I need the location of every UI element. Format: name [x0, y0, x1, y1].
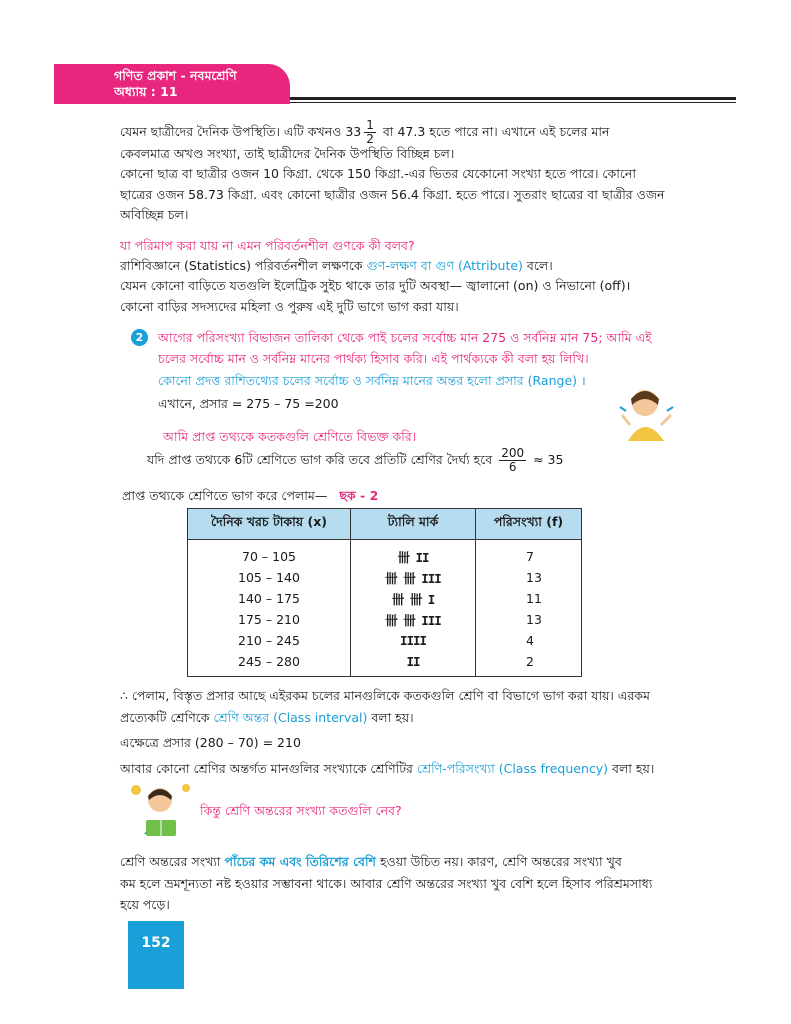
class-length-approx: ≈ 35 — [533, 452, 564, 467]
chapter-label: অধ্যায় : 11 — [114, 84, 178, 99]
book-title: গণিত প্রকাশ - নবমশ্রেণি — [114, 68, 237, 83]
class-range: 140 – 175 — [188, 588, 351, 609]
table-row — [188, 609, 582, 630]
intro-line-5: অবিচ্ছিন্ন চল। — [120, 207, 189, 222]
intro-line-4: ছাত্রের ওজন 58.73 কিগ্রা. এবং কোনো ছাত্রীর ওজন 56.4 কিগ্রা. হতে পারে। সুতরাং ছাত্রের বা ছাত্রীর ওজন — [120, 187, 665, 202]
boy-reading-illustration — [126, 780, 196, 840]
class-length-line — [147, 447, 677, 474]
fraction-length — [499, 447, 526, 474]
tally-mark: 卌 卌 III — [351, 567, 476, 588]
intro-line-1 — [120, 119, 680, 146]
header-tally: ট্যালি মার্ক — [351, 509, 476, 540]
length-denominator: 6 — [508, 460, 517, 474]
table-caption-text: প্রাপ্ত তথ্যকে শ্রেণিতে ভাগ করে পেলাম— — [122, 488, 328, 503]
class-length-text: যদি প্রাপ্ত তথ্যকে 6টি শ্রেণিতে ভাগ করি তবে প্রতিটি শ্রেণির দৈর্ঘ্য হবে — [147, 452, 493, 467]
after-line-3: এক্ষেত্রে প্রসার (280 – 70) = 210 — [120, 735, 301, 750]
table-row — [188, 651, 582, 677]
girl-illustration — [618, 385, 676, 445]
class-range: 210 – 245 — [188, 630, 351, 651]
frequency-table — [187, 508, 582, 677]
attribute-question: যা পরিমাপ করা যায় না এমন পরিবর্তনশীল গুণকে কী বলব? — [120, 238, 415, 253]
fraction-numerator: 1 — [366, 118, 374, 132]
section2-line-2: চলের সর্বোচ্চ মান ও সর্বনিম্ন মানের পার্থক্য হিসাব করি। এই পার্থক্যকে কী বলা হয় লিখি। — [158, 351, 589, 366]
after-line-1: ∴ পেলাম, বিস্তৃত প্রসার আছে এইরকম চলের মানগুলিকে কতকগুলি শ্রেণি বা বিভাগে ভাগ করা যায়। এরকম — [120, 688, 650, 703]
fraction-denominator: 2 — [366, 132, 374, 146]
after-line-4 — [120, 759, 690, 778]
class-range: 70 – 105 — [188, 540, 351, 568]
intro-text-a: যেমন ছাত্রীদের দৈনিক উপস্থিতি। এটি কখনও 33 — [120, 124, 362, 139]
range-calculation: এখানে, প্রসার = 275 – 75 =200 — [158, 396, 339, 411]
header-rule-thin — [290, 102, 736, 103]
tally-mark: 卌 卌 I — [351, 588, 476, 609]
table-header-row — [188, 509, 582, 540]
table-row — [188, 630, 582, 651]
tally-mark: 卌 卌 III — [351, 609, 476, 630]
final-line-3: হয়ে পড়ে। — [120, 897, 170, 912]
class-range: 245 – 280 — [188, 651, 351, 677]
frequency-value: 11 — [476, 588, 582, 609]
frequency-value: 13 — [476, 609, 582, 630]
section-number-badge: 2 — [131, 329, 148, 346]
header-frequency: পরিসংখ্যা (f) — [476, 509, 582, 540]
frequency-value: 7 — [476, 540, 582, 568]
fraction-half — [364, 119, 376, 146]
class-interval-term: শ্রেণি অন্তর (Class interval) — [213, 710, 368, 725]
table-row — [188, 540, 582, 568]
section2-line-1: আগের পরিসংখ্যা বিভাজন তালিকা থেকে পাই চলের সর্বোচ্চ মান 275 ও সর্বনিম্ন মান 75; আমি এই — [158, 330, 652, 345]
intro-line-2: কেবলমাত্র অখণ্ড সংখ্যা, তাই ছাত্রীদের দৈনিক উপস্থিতি বিচ্ছিন্ন চল। — [120, 146, 455, 161]
tally-mark: IIII — [351, 630, 476, 651]
after-text-b: বলা হয়। — [371, 710, 414, 725]
table-label: ছক - 2 — [339, 488, 379, 503]
intro-line-3: কোনো ছাত্র বা ছাত্রীর ওজন 10 কিগ্রা. থেকে 150 কিগ্রা.-এর ভিতর যেকোনো সংখ্যা হতে পারে। কোনো — [120, 166, 636, 181]
table-row — [188, 588, 582, 609]
header-expense: দৈনিক খরচ টাকায় (x) — [188, 509, 351, 540]
final-line-2: কম হলে ভ্রমশূন্যতা নষ্ট হওয়ার সম্ভাবনা থাকে। আবার শ্রেণি অন্তরের সংখ্যা খুব বেশি হলে হিসাব পরিশ্রমসাধ্য — [120, 876, 653, 891]
after-text-d: বলা হয়। — [612, 761, 655, 776]
after-line-2 — [120, 708, 680, 727]
attribute-line-3: কোনো বাড়ির সদস্যদের মহিলা ও পুরুষ এই দুটি ভাগে ভাগ করা যায়। — [120, 299, 459, 314]
page-number: 152 — [128, 921, 184, 989]
attribute-term: গুণ-লক্ষণ বা গুণ (Attribute) — [366, 258, 523, 273]
table-row — [188, 567, 582, 588]
range-definition: কোনো প্রদত্ত রাশিতথ্যের চলের সর্বোচ্চ ও সর্বনিম্ন মানের অন্তর হলো প্রসার (Range) । — [158, 373, 586, 388]
attribute-line-2: যেমন কোনো বাড়িতে যতগুলি ইলেট্রিক সুইচ থাকে তার দুটি অবস্থা— জ্বালানো (on) ও নিভানো (off)। — [120, 278, 631, 293]
divide-statement: আমি প্রাপ্ত তথ্যকে কতকগুলি শ্রেণিতে বিভক্ত করি। — [163, 429, 417, 444]
final-line-1 — [120, 852, 690, 871]
tally-mark: 卌 II — [351, 540, 476, 568]
class-count-question: কিন্তু শ্রেণি অন্তরের সংখ্যা কতগুলি নেব? — [200, 803, 402, 818]
final-text-a: শ্রেণি অন্তরের সংখ্যা — [120, 854, 221, 869]
final-text-b: হওয়া উচিত নয়। কারণ, শ্রেণি অন্তরের সংখ্যা খুব — [379, 854, 622, 869]
class-range: 105 – 140 — [188, 567, 351, 588]
attribute-line-1 — [120, 256, 680, 275]
intro-text-b: বা 47.3 হতে পারে না। এখানে এই চলের মান — [382, 124, 610, 139]
frequency-value: 4 — [476, 630, 582, 651]
table-caption — [122, 486, 542, 505]
frequency-value: 13 — [476, 567, 582, 588]
after-text-c: আবার কোনো শ্রেণির অন্তর্গত মানগুলির সংখ্যাকে শ্রেণিটির — [120, 761, 413, 776]
tally-mark: II — [351, 651, 476, 677]
attribute-text-b: বলে। — [526, 258, 553, 273]
class-frequency-term: শ্রেণি-পরিসংখ্যা (Class frequency) — [416, 761, 609, 776]
class-count-limit: পাঁচের কম এবং তিরিশের বেশি — [224, 854, 376, 869]
class-range: 175 – 210 — [188, 609, 351, 630]
after-text-a: প্রত্যেকটি শ্রেণিকে — [120, 710, 210, 725]
header-tab — [54, 64, 290, 104]
frequency-value: 2 — [476, 651, 582, 677]
attribute-text-a: রাশিবিজ্ঞানে (Statistics) পরিবর্তনশীল লক্ষণকে — [120, 258, 363, 273]
header-rule — [290, 97, 736, 100]
length-numerator: 200 — [501, 446, 525, 460]
